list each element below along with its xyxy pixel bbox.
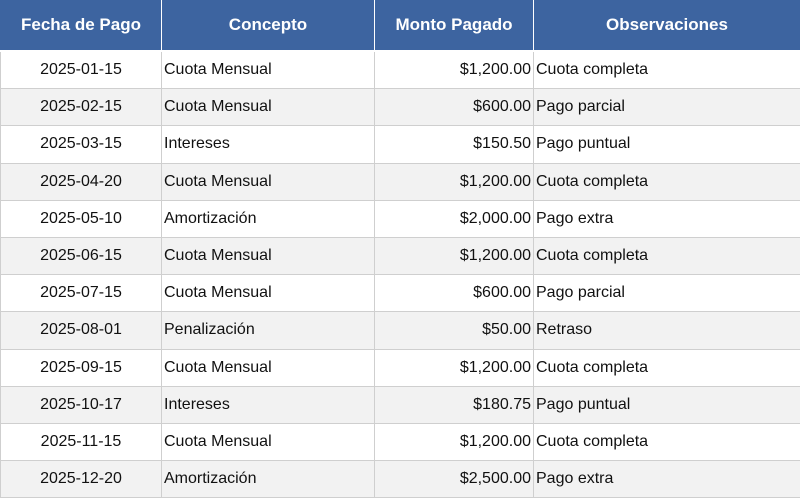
cell-notes: Pago parcial: [534, 89, 800, 126]
header-date: Fecha de Pago: [1, 0, 162, 51]
cell-concept: Cuota Mensual: [162, 275, 375, 312]
table-row: [1, 461, 800, 498]
cell-concept: Penalización: [162, 312, 375, 349]
table-header: [1, 0, 800, 51]
cell-amount: $50.00: [375, 312, 534, 349]
cell-date: 2025-01-15: [1, 51, 162, 89]
table-row: [1, 51, 800, 89]
cell-notes: Pago parcial: [534, 275, 800, 312]
cell-concept: Cuota Mensual: [162, 349, 375, 386]
cell-concept: Amortización: [162, 461, 375, 498]
cell-notes: Pago extra: [534, 461, 800, 498]
cell-notes: Cuota completa: [534, 237, 800, 274]
cell-amount: $2,500.00: [375, 461, 534, 498]
cell-date: 2025-07-15: [1, 275, 162, 312]
header-row: [1, 0, 800, 51]
cell-date: 2025-10-17: [1, 386, 162, 423]
table-row: [1, 126, 800, 163]
cell-amount: $1,200.00: [375, 51, 534, 89]
table-row: [1, 349, 800, 386]
cell-amount: $600.00: [375, 89, 534, 126]
table-row: [1, 89, 800, 126]
cell-concept: Cuota Mensual: [162, 237, 375, 274]
cell-date: 2025-02-15: [1, 89, 162, 126]
table-body: [1, 51, 800, 498]
cell-amount: $2,000.00: [375, 200, 534, 237]
header-concept: Concepto: [162, 0, 375, 51]
cell-amount: $180.75: [375, 386, 534, 423]
cell-amount: $1,200.00: [375, 163, 534, 200]
cell-concept: Intereses: [162, 386, 375, 423]
cell-notes: Retraso: [534, 312, 800, 349]
cell-concept: Cuota Mensual: [162, 423, 375, 460]
cell-date: 2025-09-15: [1, 349, 162, 386]
cell-concept: Intereses: [162, 126, 375, 163]
cell-concept: Amortización: [162, 200, 375, 237]
cell-amount: $600.00: [375, 275, 534, 312]
cell-amount: $1,200.00: [375, 423, 534, 460]
cell-notes: Cuota completa: [534, 51, 800, 89]
cell-amount: $1,200.00: [375, 237, 534, 274]
header-notes: Observaciones: [534, 0, 800, 51]
table-row: [1, 312, 800, 349]
cell-notes: Cuota completa: [534, 423, 800, 460]
table-row: [1, 423, 800, 460]
cell-notes: Pago puntual: [534, 386, 800, 423]
cell-date: 2025-11-15: [1, 423, 162, 460]
table-row: [1, 200, 800, 237]
header-amount: Monto Pagado: [375, 0, 534, 51]
cell-date: 2025-05-10: [1, 200, 162, 237]
cell-date: 2025-08-01: [1, 312, 162, 349]
cell-notes: Cuota completa: [534, 163, 800, 200]
cell-amount: $1,200.00: [375, 349, 534, 386]
table-row: [1, 386, 800, 423]
cell-concept: Cuota Mensual: [162, 89, 375, 126]
cell-concept: Cuota Mensual: [162, 51, 375, 89]
cell-concept: Cuota Mensual: [162, 163, 375, 200]
table-row: [1, 163, 800, 200]
table-row: [1, 237, 800, 274]
cell-date: 2025-03-15: [1, 126, 162, 163]
cell-date: 2025-06-15: [1, 237, 162, 274]
cell-date: 2025-04-20: [1, 163, 162, 200]
table-row: [1, 275, 800, 312]
cell-date: 2025-12-20: [1, 461, 162, 498]
cell-amount: $150.50: [375, 126, 534, 163]
cell-notes: Pago puntual: [534, 126, 800, 163]
cell-notes: Cuota completa: [534, 349, 800, 386]
cell-notes: Pago extra: [534, 200, 800, 237]
